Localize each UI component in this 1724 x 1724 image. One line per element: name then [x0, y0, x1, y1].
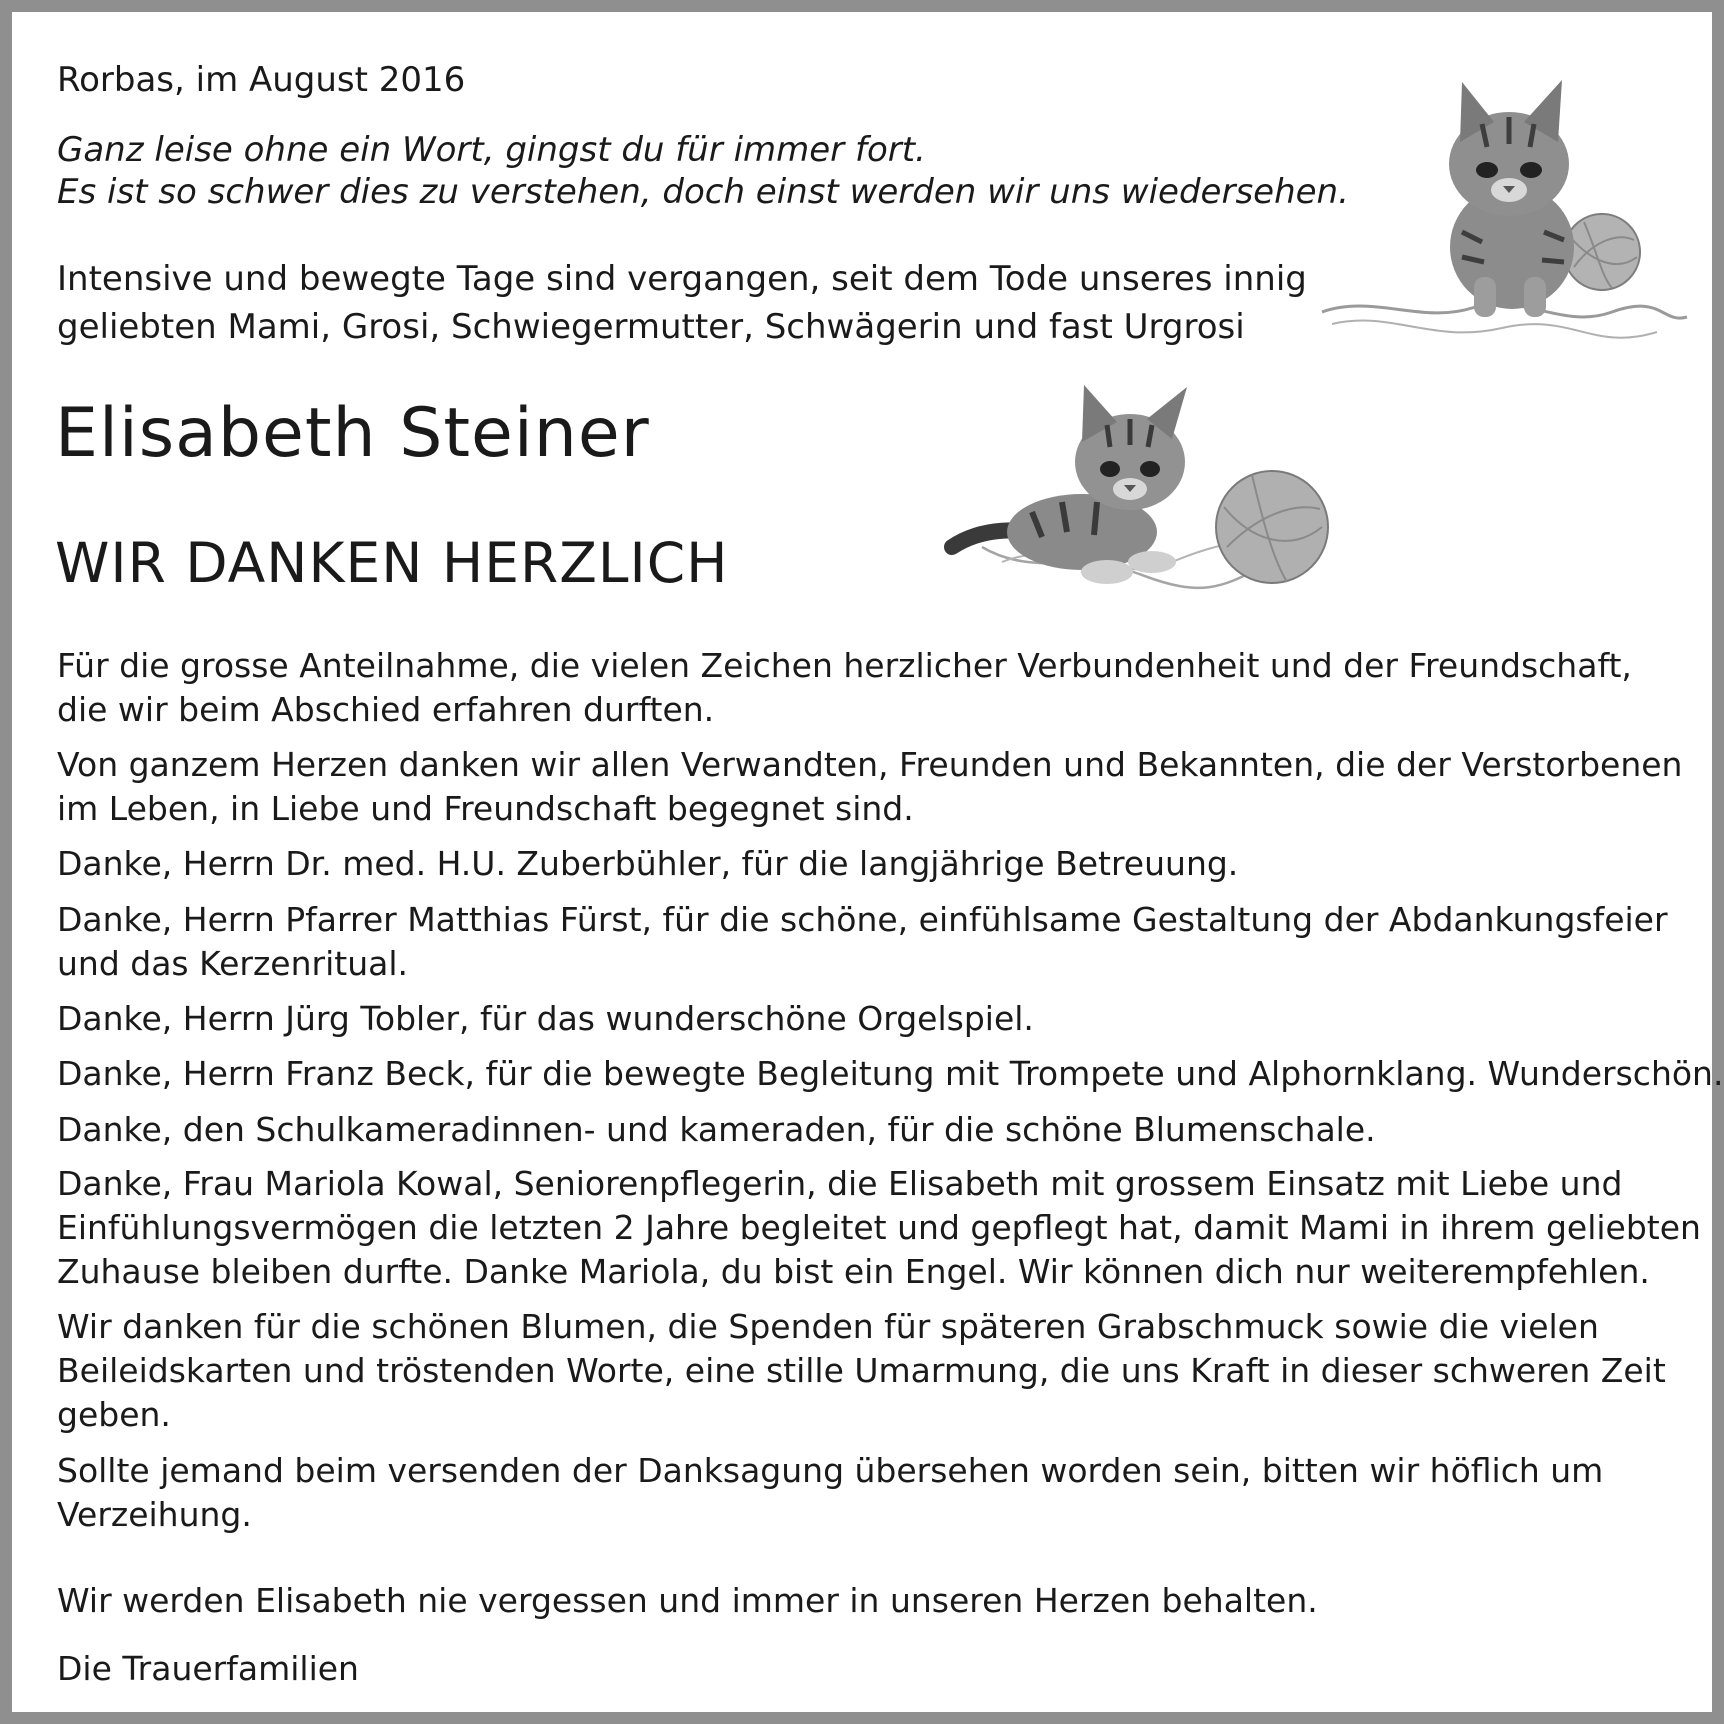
body-line: und das Kerzenritual.: [57, 944, 408, 983]
thanks-heading: WIR DANKEN HERZLICH: [55, 531, 729, 595]
body-line: Danke, Herrn Dr. med. H.U. Zuberbühler, für die langjährige Betreuung.: [57, 844, 1239, 883]
body-line: im Leben, in Liebe und Freundschaft begegnet sind.: [57, 789, 914, 828]
body-line: Von ganzem Herzen danken wir allen Verwandten, Freunden und Bekannten, die der Verstorbenen: [57, 745, 1683, 784]
poem-line: Ganz leise ohne ein Wort, gingst du für immer fort.: [57, 130, 926, 170]
intro-line: Intensive und bewegte Tage sind vergangen, seit dem Tode unseres innig: [57, 259, 1307, 299]
body-line: Danke, Herrn Pfarrer Matthias Fürst, für die schöne, einfühlsame Gestaltung der Abdankungsfeier: [57, 900, 1668, 939]
poem-line: Es ist so schwer dies zu verstehen, doch einst werden wir uns wiedersehen.: [57, 172, 1349, 212]
signature: Die Trauerfamilien: [57, 1649, 359, 1688]
body-line: Für die grosse Anteilnahme, die vielen Zeichen herzlicher Verbundenheit und der Freundschaft,: [57, 646, 1632, 685]
body-line: geben.: [57, 1395, 171, 1434]
body-line: Beileidskarten und tröstenden Worte, eine stille Umarmung, die uns Kraft in dieser schweren Zeit: [57, 1351, 1666, 1390]
body-line: Danke, Frau Mariola Kowal, Seniorenpflegerin, die Elisabeth mit grossem Einsatz mit Liebe und: [57, 1164, 1623, 1203]
body-line: Danke, den Schulkameradinnen- und kameraden, für die schöne Blumenschale.: [57, 1110, 1376, 1149]
body-line: Verzeihung.: [57, 1495, 252, 1534]
body-line: Danke, Herrn Jürg Tobler, für das wunderschöne Orgelspiel.: [57, 999, 1034, 1038]
deceased-name: Elisabeth Steiner: [55, 394, 650, 473]
body-line: Zuhause bleiben durfte. Danke Mariola, du bist ein Engel. Wir können dich nur weiterempfehlen.: [57, 1252, 1650, 1291]
body-line: Sollte jemand beim versenden der Danksagung übersehen worden sein, bitten wir höflich um: [57, 1451, 1604, 1490]
body-line: Danke, Herrn Franz Beck, für die bewegte Begleitung mit Trompete und Alphornklang. Wunderschön.: [57, 1054, 1724, 1093]
place-date: Rorbas, im August 2016: [57, 60, 466, 100]
body-line: Wir danken für die schönen Blumen, die Spenden für späteren Grabschmuck sowie die vielen: [57, 1307, 1599, 1346]
kitten-with-yarn-sitting-icon: [1312, 62, 1692, 352]
intro-line: geliebten Mami, Grosi, Schwiegermutter, Schwägerin und fast Urgrosi: [57, 307, 1245, 347]
closing-line: Wir werden Elisabeth nie vergessen und immer in unseren Herzen behalten.: [57, 1581, 1318, 1620]
kitten-with-yarn-lying-icon: [942, 377, 1362, 602]
body-line: Einfühlungsvermögen die letzten 2 Jahre begleitet und gepflegt hat, damit Mami in ihrem geliebten: [57, 1208, 1701, 1247]
body-line: die wir beim Abschied erfahren durften.: [57, 690, 715, 729]
